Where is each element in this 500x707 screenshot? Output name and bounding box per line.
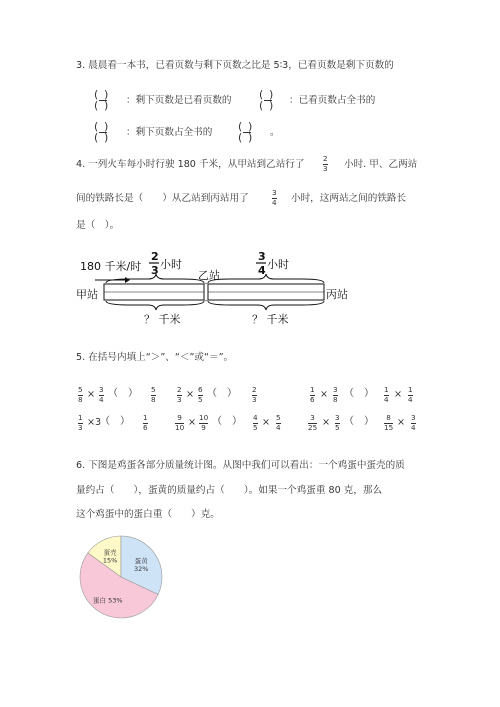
q3-line1: 3. 晨晨看一本书，已看页数与剩下页数之比是 5∶3，已看页数是剩下页数的 — [76, 60, 394, 71]
station-c-label: 丙站 — [326, 288, 348, 301]
q4-line2-a: 间的铁路长是（ ）从乙站到丙站用了 — [76, 193, 249, 204]
q6-line1: 6. 下图是鸡蛋各部分质量统计图。从图中我们可以看出：一个鸡蛋中蛋壳的质 — [76, 460, 405, 471]
q5-r2-answer-3[interactable]: （ ） — [344, 416, 374, 427]
q5-r1-answer-1[interactable]: （ ） — [108, 388, 138, 399]
q3-blank-fraction-1[interactable]: ( ) ( ) — [94, 88, 109, 112]
q5-title: 5. 在括号内填上“＞”、“＜”或“＝”。 — [76, 352, 234, 363]
t2-den: 4 — [258, 264, 266, 277]
t1-num: 2 — [151, 250, 159, 263]
q6-line3: 这个鸡蛋中的蛋白重（ ）克。 — [76, 509, 220, 520]
t1-den: 3 — [151, 264, 159, 277]
q5-r1-frac-g: 1 6 — [310, 385, 315, 404]
q5-r1-frac-f: 2 3 — [252, 385, 257, 404]
q5-r2-frac-b: 1 6 — [143, 413, 148, 432]
dist-2-label: ？ 千米 — [252, 313, 289, 326]
q5-r1-frac-c: 5 8 — [151, 385, 156, 404]
q5-r1-answer-3[interactable]: （ ） — [344, 388, 374, 399]
q3-blank-c-text: ：剩下页数占全书的 — [126, 127, 213, 138]
t1-unit: 小时 — [160, 258, 182, 271]
t2-num: 3 — [258, 250, 266, 263]
egg-pie-chart — [78, 534, 164, 620]
q3-end-mark: 。 — [270, 127, 280, 138]
q4-line3: 是（ ）。 — [76, 220, 120, 231]
q5-r2-frac-e: 4 5 — [253, 413, 258, 432]
q3-blank-a-text: ：剩下页数是已看页数的 — [126, 95, 232, 106]
q3-blank-b-text: ：已看页数占全书的 — [289, 95, 376, 106]
pie-label-yolk-name: 蛋黄 — [134, 557, 148, 566]
q3-blank-fraction-2[interactable]: ( ) ( ) — [259, 88, 274, 112]
speed-label: 180 千米/时 — [80, 260, 142, 273]
t2-unit: 小时 — [267, 258, 289, 271]
q5-r2-answer-1[interactable]: （ ） — [100, 416, 130, 427]
q5-r1-frac-a: 5 8 — [78, 385, 83, 404]
q5-r1-answer-2[interactable]: （ ） — [207, 388, 237, 399]
q5-r2-frac-g: 3 25 — [308, 413, 318, 432]
q4-fraction-3-4: 3 4 — [272, 188, 277, 207]
q5-r2-frac-c: 9 10 — [175, 413, 185, 432]
station-b-label: 乙站 — [198, 269, 220, 282]
q5-r2-frac-f: 5 4 — [276, 413, 281, 432]
q5-r1-frac-d: 2 3 — [177, 385, 182, 404]
q5-r2-frac-d: 10 9 — [199, 413, 209, 432]
q5-r2-frac-a: 1 3 — [78, 413, 83, 432]
q4-line1-a: 4. 一列火车每小时行驶 180 千米，从甲站到乙站行了 — [76, 159, 305, 170]
q5-r2-frac-j: 3 4 — [411, 413, 416, 432]
q5-r1-frac-i: 1 4 — [384, 385, 389, 404]
q5-r2-frac-h: 3 5 — [335, 413, 340, 432]
q5-r1-frac-b: 3 4 — [99, 385, 104, 404]
q5-r2-answer-2[interactable]: （ ） — [212, 416, 242, 427]
q4-line2-b: 小时，这两站之间的铁路长 — [291, 193, 407, 204]
q6-line2: 量约占（ ），蛋黄的质量约占（ ）。如果一个鸡蛋重 80 克，那么 — [76, 485, 383, 496]
q5-r2-frac-i: 8 15 — [384, 413, 394, 432]
pie-label-yolk-pct: 32% — [134, 565, 149, 574]
q3-blank-fraction-4[interactable]: ( ) ( ) — [238, 120, 253, 144]
q4-line-diagram — [70, 246, 360, 332]
q4-line1-b: 小时. 甲、乙两站 — [344, 159, 418, 170]
pie-label-white: 蛋白 53% — [93, 596, 123, 605]
q5-r1-frac-j: 1 4 — [408, 385, 413, 404]
pie-label-shell-name: 蛋壳 — [103, 548, 117, 557]
station-a-label: 甲站 — [76, 288, 98, 301]
q3-blank-fraction-3[interactable]: ( ) ( ) — [94, 120, 109, 144]
q5-r1-frac-h: 3 8 — [333, 385, 338, 404]
q4-fraction-2-3: 2 3 — [323, 154, 328, 173]
q5-r1-frac-e: 6 5 — [198, 385, 203, 404]
pie-label-shell-pct: 15% — [102, 556, 118, 565]
dist-1-label: ？ 千米 — [144, 313, 181, 326]
